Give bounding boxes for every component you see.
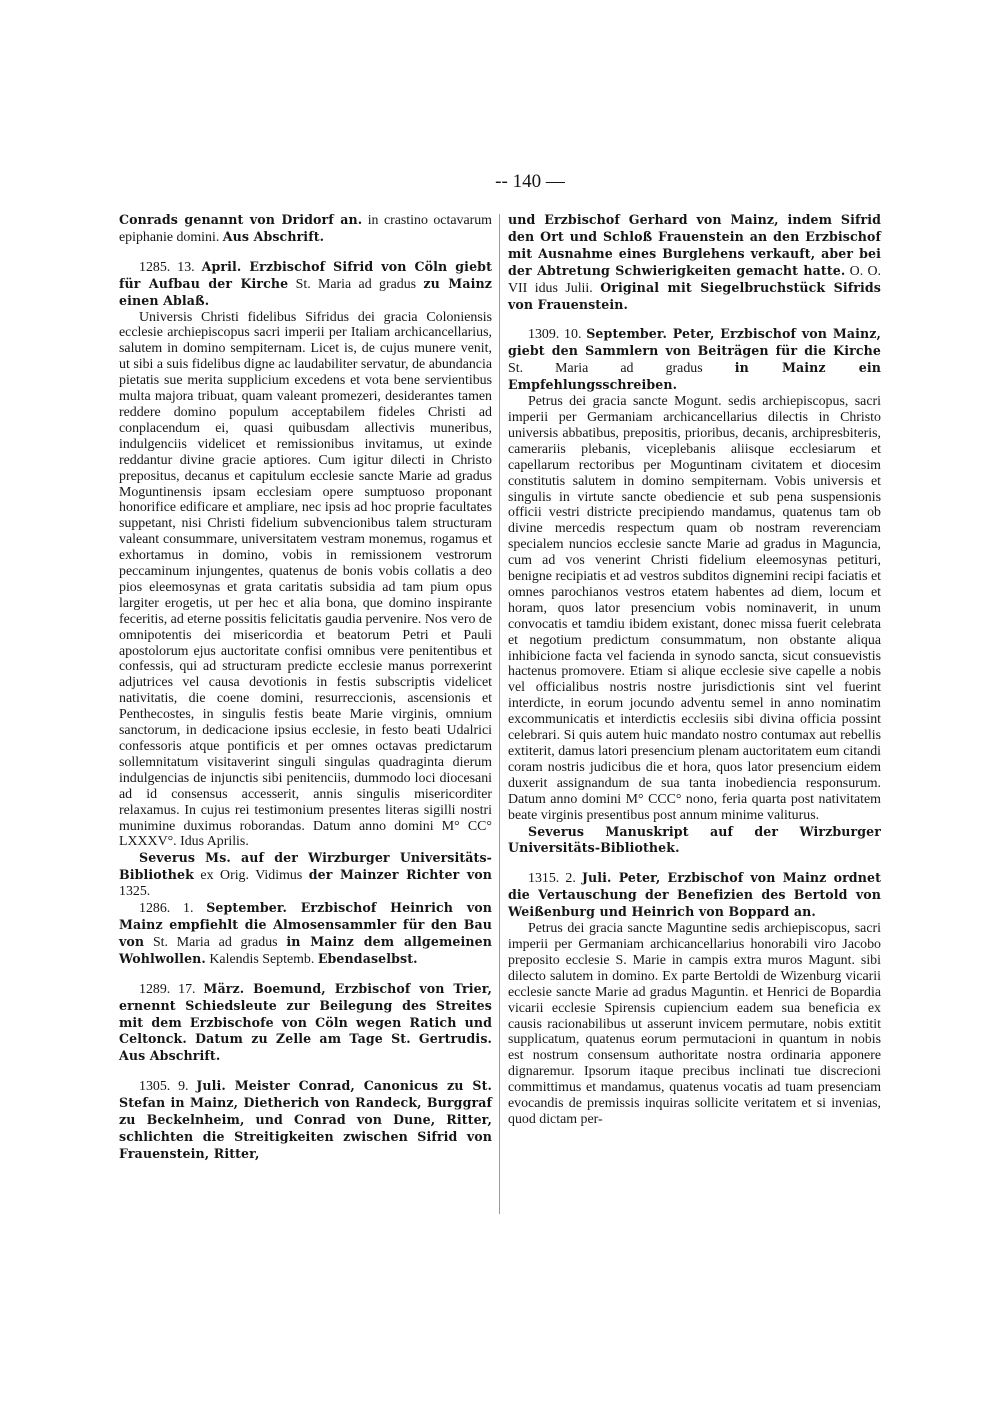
column-left [119, 212, 492, 1163]
text-run: Kalendis Septemb. [205, 951, 318, 967]
paragraph [119, 259, 492, 310]
paragraph [119, 212, 492, 246]
text-run: St. Maria ad gradus [508, 361, 735, 377]
fraktur-text: Severus Manuskript auf der Wirzburger Universitäts-Bibliothek. [508, 823, 881, 856]
text-run: Petrus dei gracia sancte Mogunt. sedis archiepiscopus, sacri imperii per Germaniam archicancellarius dilectis in Christo universis abbatibus, prepositis, prioribus, decanis, archipresbiteris, camerariis plebanis, viceplebanis aliisque ecclesiarum et capellarum rectoribus per Moguntinam civitatem et diocesim constitutis salutem in domino sempiternam. Vobis universis et singulis in virtute sancte obediencie et sub pena suspensionis officii vestri districte precipiendo mandamus, quatenus tam ob divine mercedis respectum quam ob nostram reverenciam specialem nuncios ecclesie sancte Marie ad gradus in Maguncia, cum ad vos venerint Christi fidelium eleemosynas petituri, benigne recipiatis et ad vestros subditos dignemini recipi faciatis et omnes parochianos vestros etatem habentes ad diem, locum et horam, quos lator presencium vobis nominaverit, in unum convocatis et tamdiu ibidem existant, donec missa fuerit celebrata et negotium predictum consummatum, non obstante aliqua inhibicione facta vel facienda in synodo sancta, sicut consuevistis hactenus promovere. Etiam si alique ecclesie sive capelle a nobis vel officialibus nostris nostre jurisdictionis sint vel fuerint interdicte, in eorum jocundo adventu semel in anno nominatim excommunicatis et interdictis ecclesiis sibi divina officia possint celebrari. Si quis autem huic mandato nostro contumax aut rebellis extiterit, damus latori presencium plenam auctoritatem eum citandi coram nostris judicibus die et hora, quos lator presencium eidem duxerit assignandum de sua tanta inobediencia responsurum. Datum anno domini M° CCC° nono, feria quarta post nativitatem beate virginis presentibus post annum minime valiturus. [508, 394, 882, 823]
column-right [508, 212, 881, 1128]
fraktur-text: Juli. Peter, Erzbischof von Mainz ordnet die Vertauschung der Benefizien des Bertold von Weißenburg und Heinrich von Boppard an. [508, 870, 881, 920]
fraktur-text: Severus Ms. auf der Wirzburger Universitäts-Bibliothek [119, 850, 492, 883]
text-run: St. Maria ad gradus [144, 934, 287, 950]
fraktur-text: in Mainz ein Empfehlungsschreiben. [508, 360, 881, 393]
fraktur-text: Conrads genannt von Dridorf an. [119, 212, 363, 227]
page-number: -- 140 — [495, 171, 565, 192]
paragraph [508, 921, 881, 1128]
fraktur-text: in Mainz dem allgemeinen Wohlwollen. [119, 933, 492, 966]
fraktur-text: September. Peter, Erzbischof von Mainz, giebt den Sammlern von Beiträgen für die Kirche [508, 326, 881, 359]
text-run: 1289. 17. [139, 981, 204, 997]
fraktur-text: der Mainzer Richter von [308, 867, 492, 883]
text-run: 1305. 9. [139, 1079, 197, 1095]
text-run: ex Orig. Vidimus [193, 868, 309, 884]
paragraph [508, 394, 881, 823]
fraktur-text: März. Boemund, Erzbischof von Trier, ernennt Schiedsleute zur Beilegung des Streites mit dem Erzbischofe von Cöln wegen Ratich und Celtonck. Datum zu Zelle am Tage St. Gertrudis. Aus Abschrift. [119, 980, 492, 1064]
text-run: Universis Christi fidelibus Sifridus dei gracia Coloniensis ecclesie archiepiscopus sacri imperii per Italiam archicancellarius, salutem in domino sempiternam. Licet is, de cujus munere venit, ut sibi a suis fidelibus digne ac laudabiliter servatur, de abundancia pietatis sue merita supplicium excedens et vota bene servientibus multa majora tribuat, quam valeant promezeri, desiderantes tamen reddere domino populum acceptabilem fideles Christi ad conplacendum ei, quasi quibusdam allectivis muneribus, indulgenciis videlicet et remissionibus invitamus, ut exinde reddantur divine gracie aptiores. Cum igitur dilecti in Christo prepositus, decanus et capitulum ecclesie sancte Marie ad gradus Moguntinensis ipsam ecclesiam opere sumptuoso proponant honorifice edificare et ampliare, nec ipsis ad hoc proprie facultates suppetant, nisi Christi fidelium subvencionibus talem structuram valeant consummare, universitatem vestram monemus, rogamus et exhortamus in domino, vobis in remissionem vestrorum peccaminum injungentes, quatenus de bonis vobis collatis a deo pios eleemosynas et grata caritatis subsidia ad tam pium opus largiter erogetis, ut per hec et alia bona, que domino inspirante feceritis, ad eterne possitis felicitatis gaudia pervenire. Nos vero de omnipotentis dei misericordia et beatorum Petri et Pauli apostolorum ejus auctoritate confisi omnibus vere penitentibus et confessis, qui ad structuram predicte ecclesie manus porrexerint adjutrices vel causa devotionis in festis subscriptis videlicet nativitatis, die coene domini, resurreccionis, ascensionis et Penthecostes, in singulis festis beate Marie virginis, omnium sanctorum, in dedicacione ipsius ecclesie, in festo beati Udalrici confessoris atque pontificis et per omnes octavas predictarum sollemnitatum visitaverint singuli singulas quadraginta dierum indulgencias de injunctis sibi penitenciis, dummodo loci diocesani ad id consensus accesserit, annis singulis misericorditer relaxamus. In cujus rei testimonium presentes literas sigilli nostri munimine duximus roborandas. Datum anno domini M° CC° LXXXV°. Idus Aprilis. [119, 309, 492, 850]
text-run: 1285. 13. [139, 259, 202, 275]
paragraph [119, 900, 492, 968]
text-run: O. O. VII idus Julii. [508, 263, 881, 296]
text-run: Petrus dei gracia sancte Maguntine sedis archiepiscopus, sacri imperii per Germaniam archicancellarius honorabili viro Jacobo preposito ecclesie S. Marie in campis extra muros Magunt. sibi dilecto salutem in domino. Ex parte Bertoldi de Wizenburg vicarii ecclesie sancte Marie ad gradus Maguntin. et Henrici de Bopardia vicarii ecclesie Spirensis cupiencium eadem sua beneficia ex causis racionabilibus ut asserunt invicem permutare, nobis extitit supplicatum, quatenus eorum permutacioni in quantum in nobis est nostrum consensum authoritate nostra ordinaria apponere dignaremur. Ipsorum itaque precibus inclinati tue discrecioni committimus et mandamus, quatenus vocatis ad tuam presenciam evocandis de premissis inquiras sollicite veritatem et si invenias, quod dictam per- [508, 921, 881, 1127]
fraktur-text: und Erzbischof Gerhard von Mainz, indem Sifrid den Ort und Schloß Frauenstein an den Erzbischof mit Ausnahme eines Burglehens verkauft, aber bei der Abtretung Schwierigkeiten gemacht hatte. [508, 212, 881, 278]
column-divider [499, 214, 500, 1214]
fraktur-text: September. Erzbischof Heinrich von Mainz empfiehlt die Almosensammler für den Bau von [119, 900, 493, 949]
text-run: in crastino octavarum epiphanie domini. [119, 213, 492, 245]
fraktur-text: April. Erzbischof Sifrid von Cöln giebt für Aufbau der Kirche [119, 258, 492, 291]
paragraph [119, 1078, 492, 1163]
paragraph [119, 850, 492, 900]
text-run: 1309. 10. [528, 327, 587, 343]
text-run: 1315. 2. [528, 871, 582, 887]
fraktur-text: Aus Abschrift. [222, 228, 325, 244]
paragraph [508, 870, 881, 921]
fraktur-text: zu Mainz einen Ablaß. [119, 275, 492, 308]
paragraph [508, 212, 881, 313]
paragraph [119, 981, 492, 1066]
paragraph [508, 326, 881, 394]
fraktur-text: Original mit Siegelbruchstück Sifrids von Frauenstein. [508, 279, 881, 312]
fraktur-text: Juli. Meister Conrad, Canonicus zu St. Stefan in Mainz, Dietherich von Randeck, Burggraf zu Beckelnheim, und Conrad von Dune, Ritter, schlichten die Streitigkeiten zwischen Sifrid von Frauenstein, Ritter, [119, 1078, 492, 1161]
paragraph [119, 310, 492, 851]
paragraph [508, 824, 881, 858]
text-run: 1286. 1. [139, 901, 207, 917]
fraktur-text: Ebendaselbst. [317, 950, 418, 966]
text-run: 1325. [119, 884, 151, 900]
text-run: St. Maria ad gradus [288, 276, 424, 292]
